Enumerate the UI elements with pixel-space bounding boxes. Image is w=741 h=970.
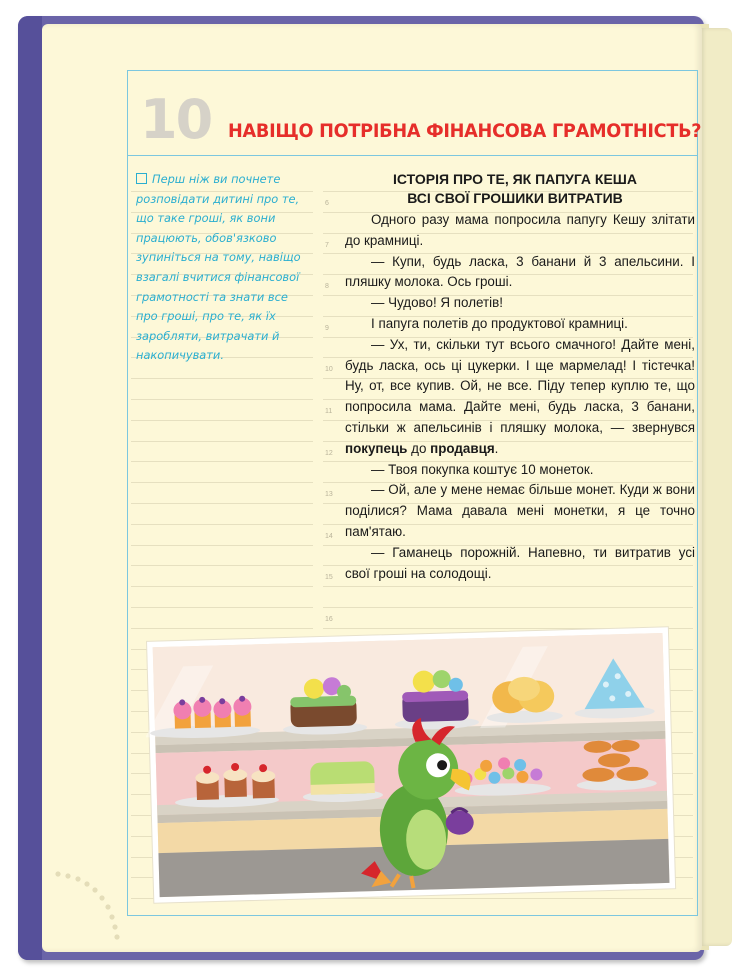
story-fragment: . xyxy=(494,440,499,456)
story-paragraph: — Чудово! Я полетів! xyxy=(371,295,503,311)
ruled-line xyxy=(323,586,693,587)
ruled-line xyxy=(131,399,313,400)
bottom-border-line xyxy=(127,915,698,916)
line-number: 16 xyxy=(325,616,333,623)
line-number: 10 xyxy=(325,366,333,373)
header-separator xyxy=(127,155,698,156)
story-text xyxy=(345,210,695,584)
line-number: 13 xyxy=(325,491,333,498)
ruled-line xyxy=(131,482,313,483)
story-title xyxy=(330,170,700,208)
ruled-line xyxy=(131,586,313,587)
story-paragraph: — Ой, але у мене немає більше монет. Куди ж вони поділися? Мама давала мені монетки, я це точно пам'ятаю. xyxy=(345,482,695,539)
book-spine xyxy=(18,16,42,960)
line-number: 11 xyxy=(325,408,333,415)
line-number: 15 xyxy=(325,574,333,581)
story-paragraph xyxy=(345,335,695,460)
line-number: 7 xyxy=(325,242,329,249)
ruled-line xyxy=(131,461,313,462)
story-fragment: до xyxy=(411,440,427,456)
story-fragment: — Ух, ти, скільки тут всього смачного! Дайте мені, будь ласка, ось ці цукерки. І ще мармелад! І тістечка! Ну, от, все купив. Ой, не все. Піду тепер куплю те, що попросила мама. Дайте мені, будь ласка, 3 банани, стільки ж апельсинів і пляшку молока, — звернувся xyxy=(345,336,695,435)
lesson-number: 10 xyxy=(140,88,212,151)
margin-line xyxy=(127,70,128,916)
story-paragraph: — Твоя покупка коштує 10 монеток. xyxy=(371,461,594,477)
story-title-line2: ВСІ СВОЇ ГРОШИКИ ВИТРАТИВ xyxy=(407,190,623,206)
story-paragraph: — Купи, будь ласка, 3 банани й 3 апельсини. І пляшку молока. Ось гроші. xyxy=(345,253,695,290)
ruled-line xyxy=(323,607,693,608)
top-border-line xyxy=(127,70,698,71)
checkbox-icon xyxy=(136,173,147,184)
ruled-line xyxy=(131,420,313,421)
story-title-line1: ІСТОРІЯ ПРО ТЕ, ЯК ПАПУГА КЕША xyxy=(393,171,637,187)
line-number: 9 xyxy=(325,325,329,332)
lesson-title: НАВІЩО ПОТРІБНА ФІНАНСОВА ГРАМОТНІСТЬ? xyxy=(228,120,702,142)
line-number: 8 xyxy=(325,283,329,290)
decorative-dots xyxy=(44,868,134,948)
ruled-line xyxy=(131,545,313,546)
ruled-line xyxy=(131,565,313,566)
story-paragraph: І папуга полетів до продуктової крамниці. xyxy=(371,315,628,331)
keyword-buyer: покупець xyxy=(345,440,408,456)
keyword-seller: продавця xyxy=(430,440,495,456)
note-text: Перш ніж ви почнете розповідати дитині про те, що таке гроші, як вони працюють, обов'язково зупиніться на тому, навіщо взагалі вчитися фінансової грамотності та знати все про гроші, про те, як їх заробляти, витрачати й накопичувати. xyxy=(136,172,301,363)
ruled-line xyxy=(131,607,313,608)
page-edge xyxy=(700,28,732,946)
line-number: 6 xyxy=(325,200,329,207)
ruled-line xyxy=(131,524,313,525)
ruled-line xyxy=(131,378,313,379)
story-paragraph: Одного разу мама попросила папугу Кешу злітати до крамниці. xyxy=(345,212,695,248)
line-number: 14 xyxy=(325,533,333,540)
line-number: 12 xyxy=(325,450,333,457)
ruled-line xyxy=(131,441,313,442)
ruled-line xyxy=(131,503,313,504)
bakery-illustration xyxy=(146,620,678,905)
story-paragraph: — Гаманець порожній. Напевно, ти витратив усі свої гроші на солодощі. xyxy=(345,544,695,581)
teacher-note xyxy=(136,170,311,366)
